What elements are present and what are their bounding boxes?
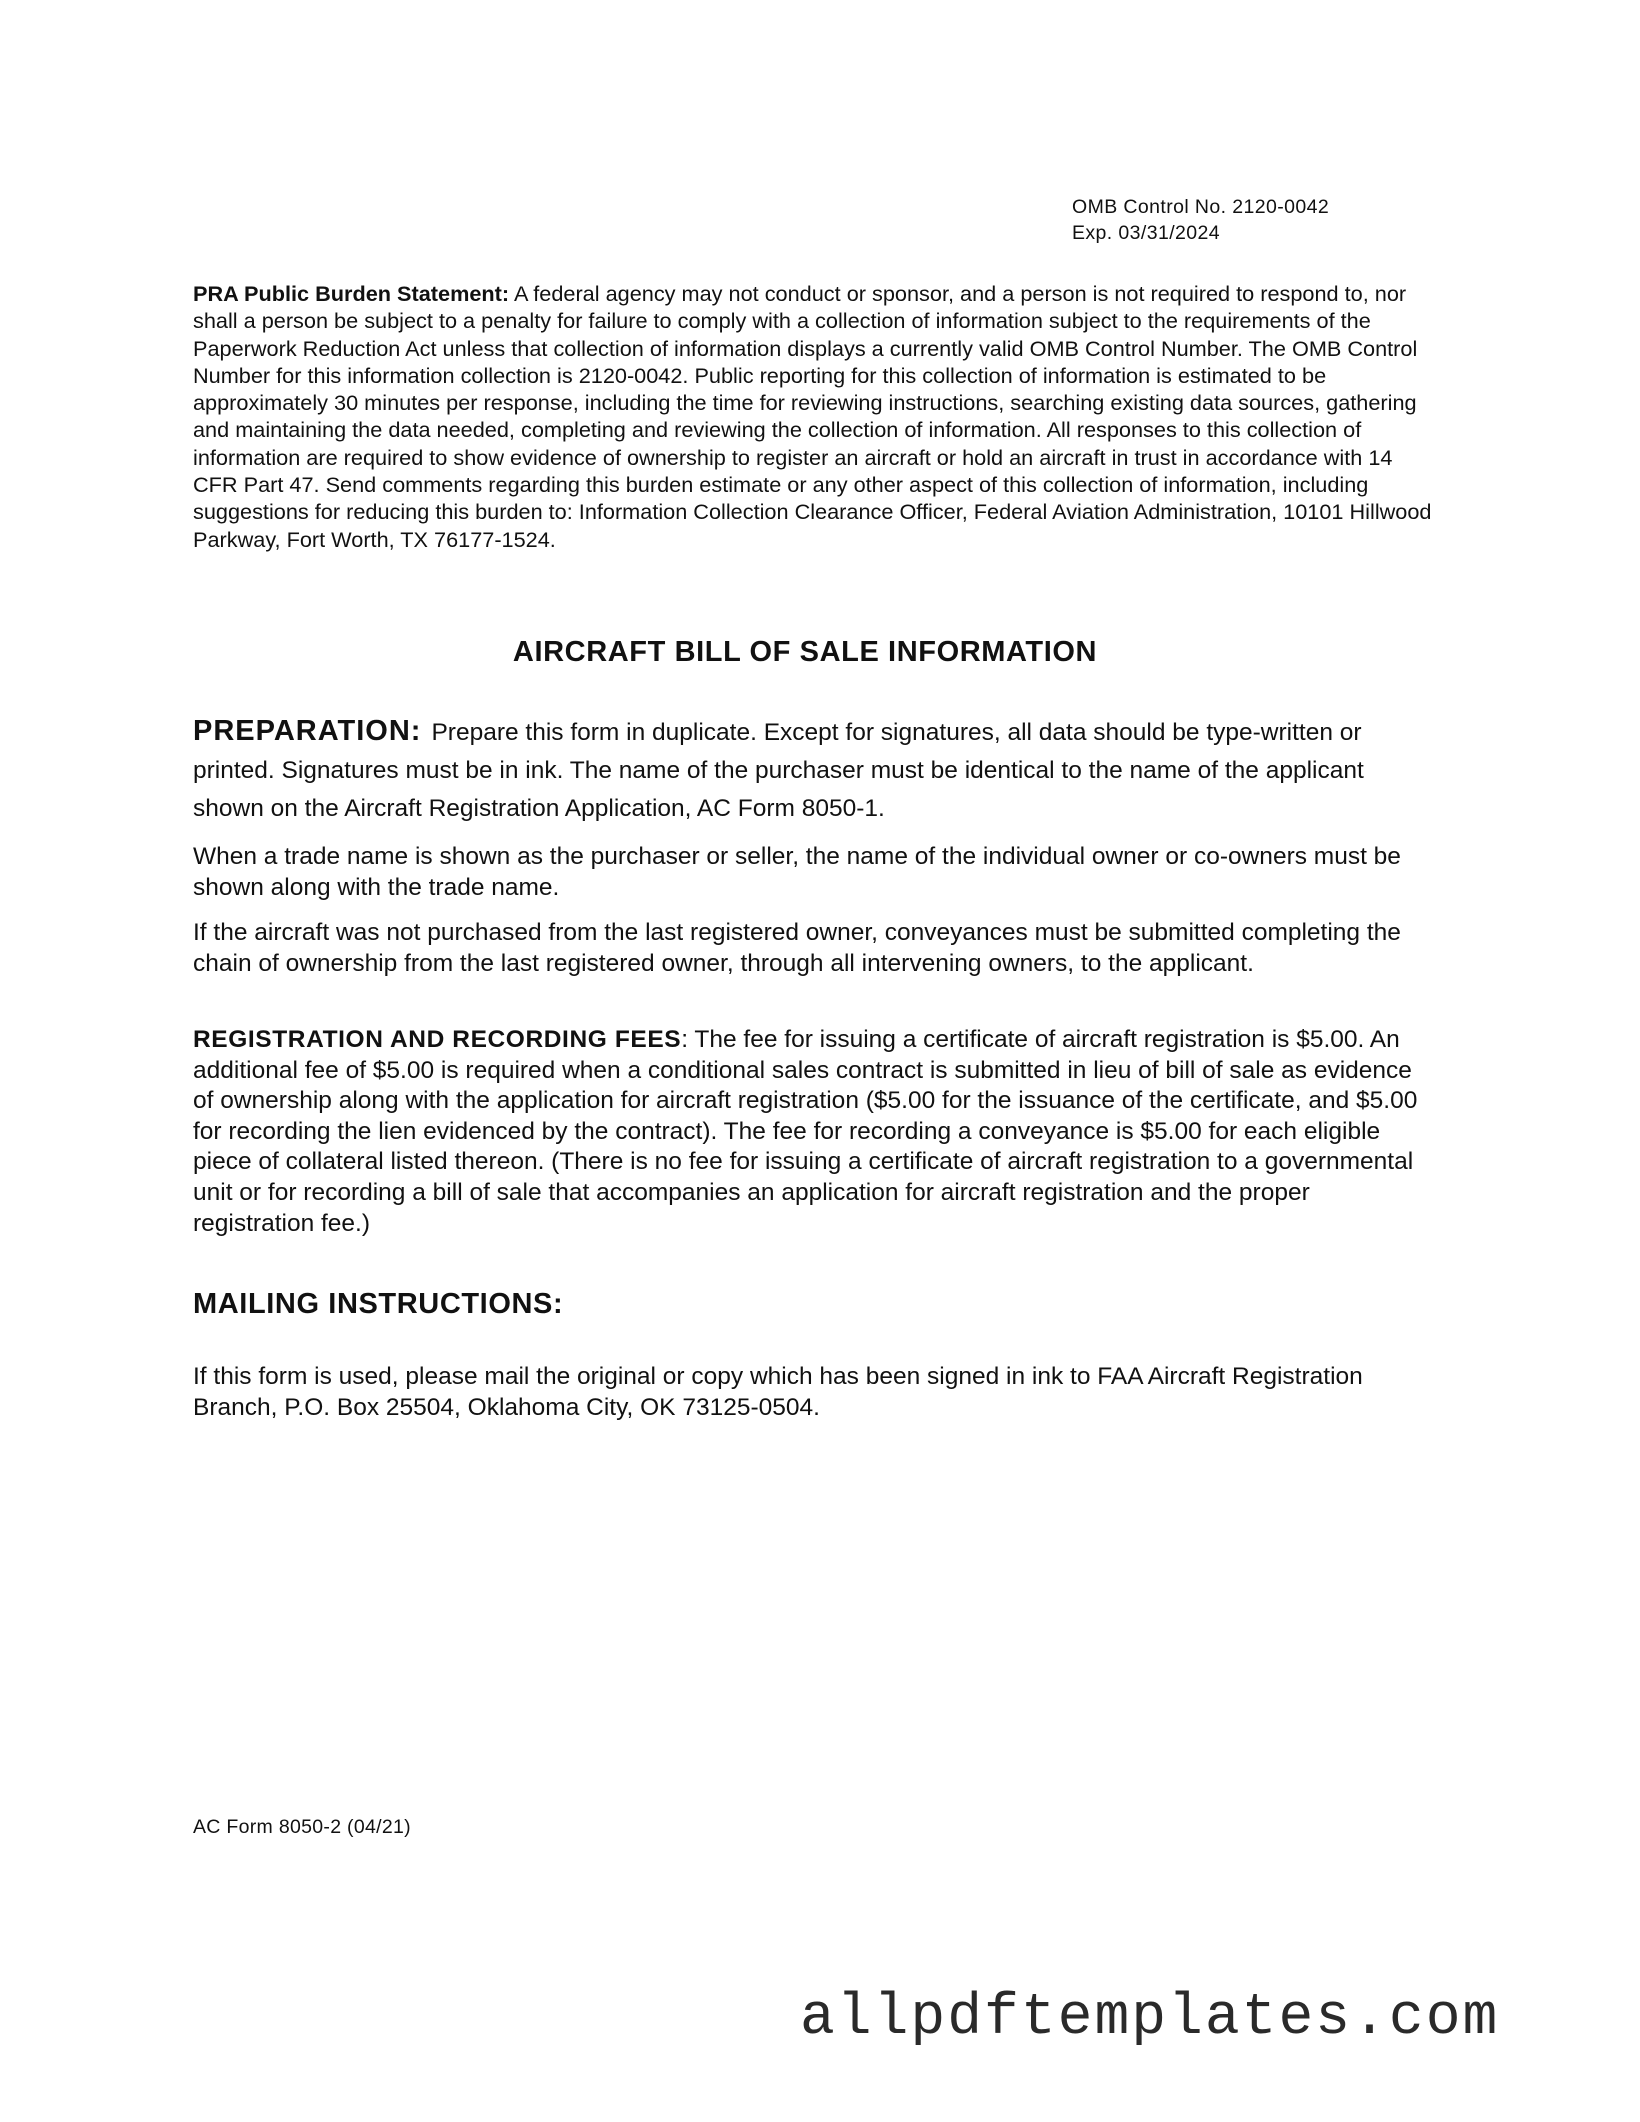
- trade-name-paragraph: When a trade name is shown as the purchaser or seller, the name of the individual owner or co-owners must be shown along with the trade name.: [193, 843, 1401, 901]
- page-title: AIRCRAFT BILL OF SALE INFORMATION: [512, 636, 1098, 668]
- fees-label: REGISTRATION AND RECORDING FEES: [193, 1026, 682, 1053]
- preparation-text: Prepare this form in duplicate. Except for signatures, all data should be type-written or printed. Signatures must be in ink. The name of the purchaser must be identical to the name of the applicant shown on the Aircraft Registration Application, AC Form 8050-1.: [193, 719, 1364, 822]
- preparation-section: [193, 712, 1433, 828]
- form-identifier: AC Form 8050-2 (04/21): [193, 1816, 411, 1838]
- mailing-text: If this form is used, please mail the original or copy which has been signed in ink to FAA Aircraft Registration Branch, P.O. Box 25504, Oklahoma City, OK 73125-0504.: [193, 1363, 1363, 1421]
- preparation-label: PREPARATION:: [193, 715, 422, 747]
- fees-text: : The fee for issuing a certificate of aircraft registration is $5.00. An additional fee of $5.00 is required when a conditional sales contract is submitted in lieu of bill of sale as evidence of ownership along with the application for aircraft registration ($5.00 for the issuance of the certificate, and $5.00 for recording the lien evidenced by the contract). The fee for recording a conveyance is $5.00 for each eligible piece of collateral listed thereon. (There is no fee for issuing a certificate of aircraft registration to a governmental unit or for recording a bill of sale that accompanies an application for aircraft registration and the proper registration fee.): [193, 1026, 1418, 1237]
- omb-expiration: Exp. 03/31/2024: [1072, 222, 1221, 244]
- pra-label: PRA Public Burden Statement:: [193, 281, 510, 306]
- pra-statement: [193, 280, 1433, 553]
- mailing-heading: MAILING INSTRUCTIONS:: [193, 1288, 564, 1320]
- fees-paragraph: [193, 1025, 1433, 1239]
- chain-of-ownership-paragraph: If the aircraft was not purchased from the last registered owner, conveyances must be submitted completing the chain of ownership from the last registered owner, through all intervening owners, to the applicant.: [193, 919, 1401, 977]
- omb-control-number: OMB Control No. 2120-0042: [1072, 196, 1330, 218]
- omb-block: [1072, 194, 1329, 246]
- pra-text: A federal agency may not conduct or sponsor, and a person is not required to respond to, nor shall a person be subject to a penalty for failure to comply with a collection of information subject to the requirements of the Paperwork Reduction Act unless that collection of information displays a currently valid OMB Control Number. The OMB Control Number for this information collection is 2120-0042. Public reporting for this collection of information is estimated to be approximately 30 minutes per response, including the time for reviewing instructions, searching existing data sources, gathering and maintaining the data needed, completing and reviewing the collection of information. All responses to this collection of information are required to show evidence of ownership to register an aircraft or hold an aircraft in trust in accordance with 14 CFR Part 47. Send comments regarding this burden estimate or any other aspect of this collection of information, including suggestions for reducing this burden to: Information Collection Clearance Officer, Federal Aviation Administration, 10101 Hillwood Parkway, Fort Worth, TX 76177-1524.: [193, 281, 1432, 552]
- watermark: allpdftemplates.com: [800, 1986, 1500, 2051]
